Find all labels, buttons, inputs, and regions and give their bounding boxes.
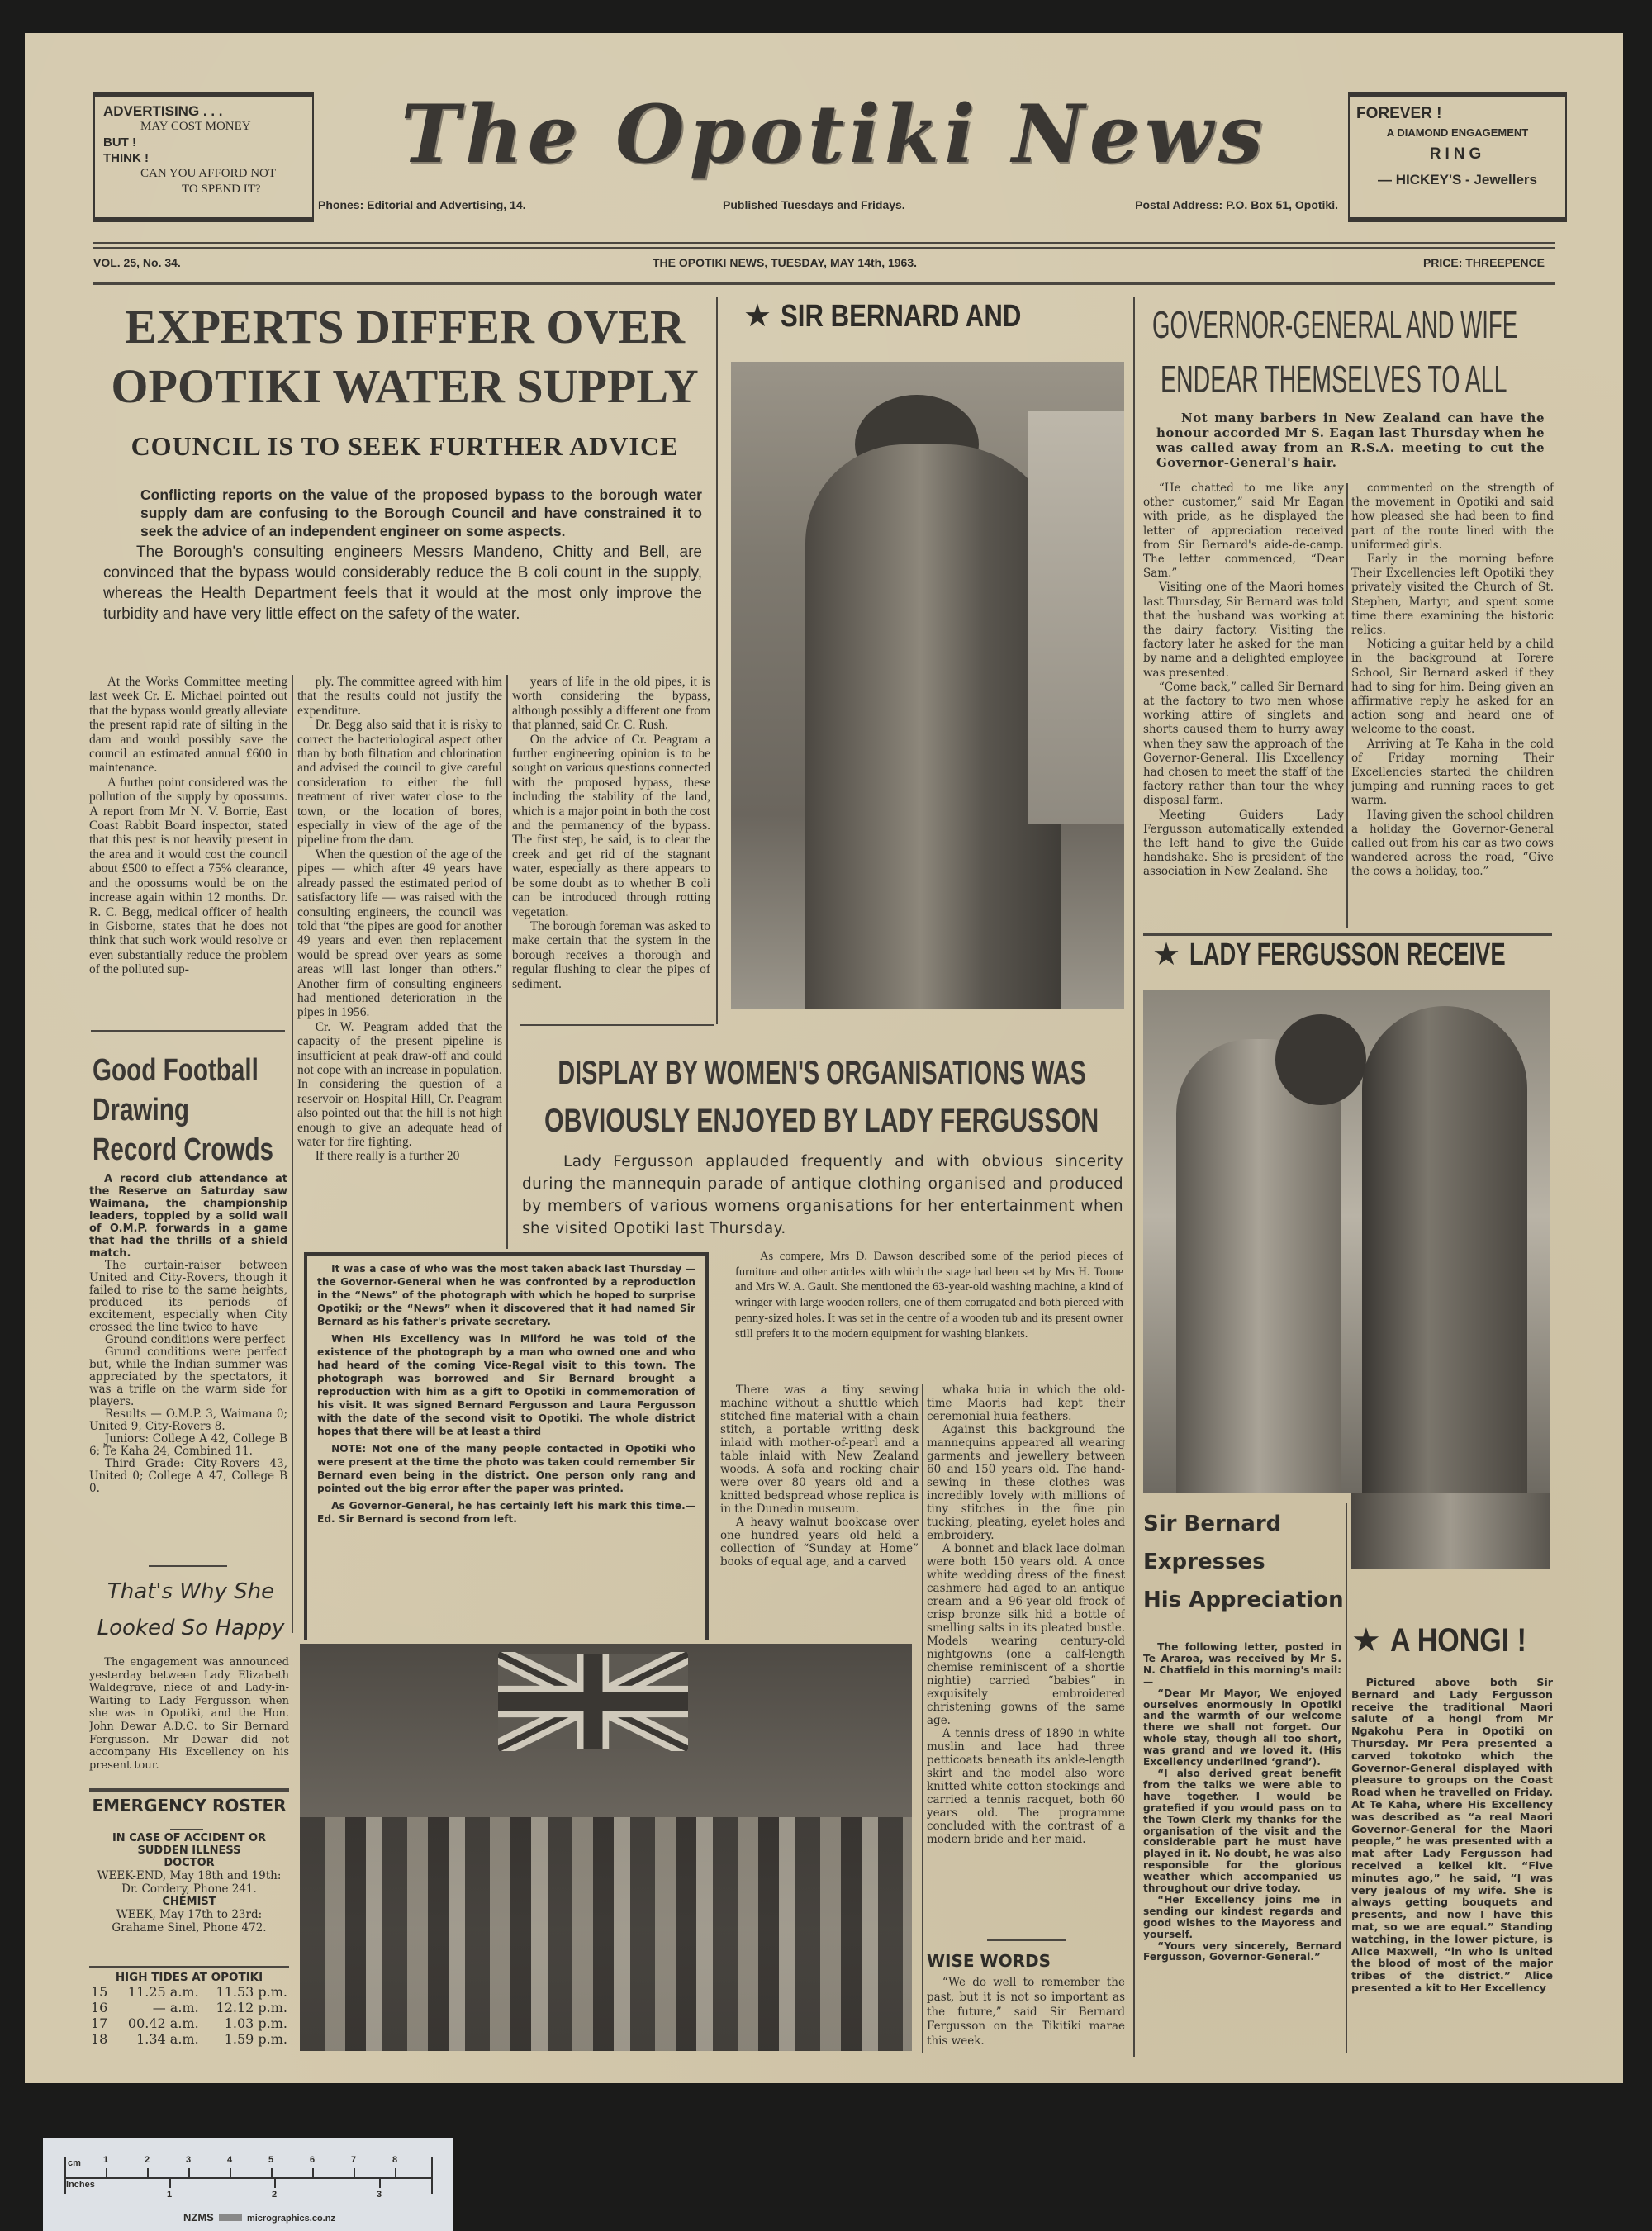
football-body (89, 1260, 287, 1495)
headline-line: GOVERNOR-GENERAL AND WIFE (1152, 303, 1518, 346)
photo-figure (1362, 1006, 1527, 1493)
tide-pm: 1.03 p.m. (224, 2015, 287, 2031)
paragraph: Noticing a guitar held by a child in the background at Torere School, Sir Bernard asked if they had to sing for him. Being given an affirmative reply he asked for an action song and heard one of welcome to the coast. (1351, 638, 1554, 737)
lady-fergusson-photo-headline (1152, 936, 1628, 973)
hongi-photo (1143, 990, 1550, 1493)
display-story-column-b (927, 1384, 1125, 1937)
paragraph: Ground conditions were perfect (104, 1333, 286, 1346)
hongi-caption (1351, 1677, 1553, 2057)
volume-number: VOL. 25, No. 34. (93, 256, 181, 269)
paragraph: “Come back,” called Sir Bernard at the factory to two men whose working attire of singlets and shorts caused them to hurry away when they saw the approach of the Governor-General. His Excellency had chosen to meet the staff of the factory rather than tour the whey disposal farm. (1143, 680, 1344, 808)
paragraph: The borough foreman was asked to make certain that the system in the borough receives a thorough and regular flushing to clear the pipes of sediment. (512, 919, 710, 991)
wise-words-heading: WISE WORDS (927, 1951, 1051, 1971)
union-jack-flag-icon (498, 1652, 688, 1751)
column-rule (1133, 297, 1135, 2057)
ad-line: THINK ! (103, 151, 149, 165)
heading-line: That's Why She (107, 1579, 275, 1604)
ad-line: — HICKEY'S - Jewellers (1377, 172, 1537, 187)
tide-row (88, 2000, 291, 2015)
star-icon: ★ (743, 297, 772, 334)
high-tides (88, 1971, 291, 2047)
section-rule (89, 1788, 289, 1792)
hongi-photo-lower (1351, 1493, 1550, 1569)
paragraph: ply. The committee agreed with him that the results could not justify the expenditure. (297, 675, 502, 718)
paragraph: Dr. Begg also said that it is risky to correct the bacteriological aspect other than by both filtration and chlorination and advised the council to give careful consideration to either the full treatment of river water close to the town, or the location of bores, especially in view of the age of the pipeline from the dam. (297, 718, 502, 847)
water-story-lead: The Borough's consulting engineers Messrs Mandeno, Chitty and Bell, are convinced that the bypass would considerably reduce the B coli count in the supply, whereas the Health Department feels that it would at the most only improve the turbidity and have very little effect on the safety of the water. (103, 544, 702, 623)
photo-crowd (300, 1817, 912, 2051)
paragraph: A further point considered was the pollution of the supply by opossums. A report from Mr N. V. Borrie, East Coast Rabbit Board inspector, stated that this pest is not heavily present in the area and it would cost the council about £500 to effect a 75% clearance, and the opossums would be on the increase again within 12 months. Dr. R. C. Begg, medical officer of health in Gisborne, states that he does not think that such work would resolve or even substantially reduce the problem of the polluted sup- (89, 775, 287, 977)
ruler-end (431, 2157, 433, 2194)
headline-text: SIR BERNARD AND (780, 299, 1022, 334)
tide-am: 11.25 a.m. (127, 1984, 199, 2000)
paragraph: Arriving at Te Kaha in the cold of Friday morning Their Excellencies started the children jumping and running races to get warm. (1351, 737, 1554, 808)
inch-tick (169, 2178, 171, 2188)
paragraph: The engagement was announced yesterday between Lady Elizabeth Waldegrave, niece of and Lady-in-Waiting to Lady Fergusson when she was in Opotiki, and the Hon. John Dewar A.D.C. to Sir Bernard Fergusson. Mr Dewar did not accompany His Excellency on his present tour. (89, 1656, 289, 1772)
tides-title: HIGH TIDES AT OPOTIKI (115, 1971, 263, 1984)
paragraph: Having given the school children a holiday the Governor-General called out from his car as two cows wandered across the road, “Give the cows a holiday, too.” (1351, 808, 1554, 879)
group-photo (300, 1644, 912, 2051)
story-end-rule (149, 1565, 227, 1567)
brand-name: NZMS (183, 2211, 214, 2224)
cm-tick-label: 1 (103, 2155, 109, 2165)
paragraph: At the Works Committee meeting last week Cr. E. Michael pointed out that the bypass would greatly alleviate the present rapid rate of silting in the dam and would possibly save the council an estimated annual £600 in maintenance. (89, 675, 287, 776)
paragraph: Cr. W. Peagram added that the capacity of the present pipeline is insufficient at peak draw-off and could not cope with an increase in population. In considering the question of a reservoir on Hospital Hill, Cr. Peagram also pointed out that the hill is not high enough to give an adequate head of water for fire fighting. (297, 1019, 502, 1149)
story-end-rule (987, 1939, 1066, 1941)
cm-tick-label: 8 (392, 2155, 398, 2165)
display-story-para1: As compere, Mrs D. Dawson described some of the period pieces of furniture and other articles with which the stage had been set by Mrs H. Toone and Mrs W. A. Gault. She mentioned the 63-year-old washing machine, a kind of wringer with large wooden rollers, one of them corrugated and both pierced with penny-sized holes. It was set in the centre of a wooden tub and its present owner still prefers it to the modern equipment for washing blankets. (735, 1250, 1123, 1341)
headline-line: OBVIOUSLY ENJOYED BY LADY FERGUSSON (544, 1103, 1099, 1139)
ad-line: TO SPEND IT? (182, 183, 261, 196)
cm-tick-label: 3 (186, 2155, 192, 2165)
ruler-line (64, 2177, 432, 2179)
cm-tick (354, 2168, 355, 2178)
wise-words-text (927, 1976, 1125, 2052)
star-icon: ★ (1152, 936, 1181, 972)
roster-title: EMERGENCY ROSTER (92, 1796, 287, 1816)
column-rule (716, 297, 718, 1024)
water-story-column-3 (512, 675, 710, 1026)
paragraph: Third Grade: City-Rovers 43, United 0; College A 47, College B 0. (89, 1457, 287, 1495)
heading-line: Looked So Happy (97, 1616, 285, 1640)
cm-tick-label: 5 (268, 2155, 274, 2165)
advertising-ad-box (93, 92, 314, 222)
sir-bernard-photo-headline (743, 297, 1074, 335)
water-story-intro-block (103, 486, 702, 624)
paragraph: Results — O.M.P. 3, Waimana 0; United 9, City-Rovers 8. (89, 1407, 287, 1433)
heading-line: Sir Bernard (1143, 1512, 1282, 1536)
cm-tick-label: 4 (227, 2155, 233, 2165)
boxed-editor-note (304, 1252, 709, 1640)
postal-address-line: Postal Address: P.O. Box 51, Opotiki. (1135, 198, 1338, 211)
inch-tick (379, 2178, 381, 2188)
paragraph: If there really is a further 20 (315, 1149, 460, 1164)
paragraph: On the advice of Cr. Peagram a further engineering opinion is to be sought on various questions connected with the proposed bypass, these including the stability of the land, which is a major point in both the cost and the permanency of the bypass. The first step, he said, is to clear the creek and get rid of the stagnant water, especially as there appears to be some doubt as to whether B coli can be introduced through rotting vegetation. (512, 732, 710, 919)
paragraph: A bonnet and black lace dolman were both 150 years old. A once white wedding dress of the finest cashmere had aged to an antique cream and a 96-year-old frock of crisp bronze silk hid a bottle of smelling salts in its pleated bustle. Models wearing century-old nightgowns (one a calf-length chemise reminiscent of a shortie nightie) carried “babies” in exquisitely embroidered christening gowns of the same age. (927, 1542, 1125, 1727)
tide-am: 00.42 a.m. (127, 2015, 199, 2031)
water-story-intro: Conflicting reports on the value of the proposed bypass to the borough water supply dam are confusing to the Borough Council and have constrained it to seek the advice of an independent engineer on some aspects. (140, 487, 702, 539)
emergency-roster (88, 1792, 291, 1934)
ad-line: CAN YOU AFFORD NOT (140, 167, 277, 180)
football-story (89, 1173, 287, 1553)
paragraph: The following letter, posted in Te Araroa, was received by Mr S. N. Chatfield in this morning's mail:— (1143, 1642, 1341, 1687)
paragraph: years of life in the old pipes, it is worth considering the bypass, although possibly a different one from that planned, said Cr. C. Rush. (512, 675, 710, 733)
heading-line: Good Football (93, 1053, 259, 1088)
brand-site: micrographics.co.nz (246, 2214, 335, 2224)
tide-day: 18 (91, 2031, 108, 2047)
price: PRICE: THREEPENCE (1422, 256, 1545, 269)
paragraph: A tennis dress of 1890 in white muslin and lace had three petticoats beneath its ankle-length skirt and the model also wore knitted white cotton stockings and carried a tennis racquet, both 60 years old. The programme concluded with the contrast of a modern bride and her maid. (927, 1727, 1125, 1846)
tide-pm: 1.59 p.m. (224, 2031, 287, 2047)
newspaper-title: The Opotiki News (401, 88, 1268, 181)
roster-rule (170, 1829, 203, 1830)
happy-body (89, 1656, 289, 1788)
paragraph: A heavy walnut bookcase over one hundred years old held a collection of “Sunday at Home” books of equal age, and a carved (720, 1516, 919, 1569)
gg-story-headline (1152, 297, 1549, 406)
ad-line: A DIAMOND ENGAGEMENT (1386, 126, 1529, 139)
doctor-dates: WEEK-END, May 18th and 19th: (97, 1869, 282, 1882)
paragraph: It was a case of who was the most taken aback last Thursday — the Governor-General when he was confronted by a reproduction in the “News” of the photograph with which he hoped to surprise Opotiki; or the “News” when it discovered that it had named Sir Bernard as his father's private secretary. (317, 1263, 695, 1327)
inch-tick-label: 3 (377, 2190, 382, 2200)
paragraph: “We do well to remember the past, but it is not so important as the future,” said Sir Bernard Fergusson on the Tikitiki marae this week. (927, 1976, 1125, 2048)
paragraph: When the question of the age of the pipes — which after 49 years have already passed the estimated period of satisfactory life — was raised with the consulting engineers, the council was told that “the pipes are good for another 49 years and even then replacement would be spread over years as some areas will last longer than others.” Another firm of consulting engineers had mentioned deterioration in the pipes in 1956. (297, 847, 502, 1020)
tide-row (88, 2015, 291, 2031)
gg-story-column-1 (1143, 482, 1344, 928)
paragraph: NOTE: Not one of the many people contacted in Opotiki who were present at the time the photo was taken could remember Sir Bernard even being in the district. One person only rang and pointed out the big error after the paper was printed. (317, 1443, 695, 1494)
tides-table (88, 1984, 291, 2047)
published-line: Published Tuesdays and Fridays. (723, 198, 905, 211)
paragraph: Pictured above both Sir Bernard and Lady Fergusson receive the traditional Maori salute of a hongi from Mr Ngakohu Pera in Opotiki on Thursday. Mr Pera presented a carved tokotoko which the Governor-General displayed with pleasure to groups on the Coast Road when he travelled on Friday. At Te Kaha, where His Excellency was described as “a real Maori Governor-General for the Maori people,” he was presented with a mat after Lady Fergusson had received a keikei kit. “Five minutes ago,” he said, “I was very jealous of my wife. She is always getting bouquets and presents, and now I have this mat, so we are equal.” Standing watching, in the lower picture, is Alice Maxwell, “in who is united the blood of most of the major tribes of the district.” Alice presented a kit to Her Excellency (1351, 1677, 1553, 1994)
headline-line: DISPLAY BY WOMEN'S ORGANISATIONS WAS (558, 1055, 1086, 1091)
inch-tick-label: 1 (167, 2190, 173, 2200)
column-rule (1346, 1503, 1347, 2053)
page-rule (93, 282, 1555, 285)
section-rule (89, 1966, 289, 1968)
paragraph: whaka huia in which the old-time Maoris had kept their ceremonial huia feathers. (927, 1384, 1125, 1423)
jeweller-ad-box (1348, 92, 1567, 222)
chemist-label: CHEMIST (162, 1896, 216, 1908)
hongi-heading (1351, 1621, 1550, 1660)
water-story-column-1 (89, 675, 287, 1026)
display-story-column-a (720, 1384, 919, 1631)
football-heading (93, 1051, 325, 1170)
football-intro: A record club attendance at the Reserve on Saturday saw Waimana, the championship leaders, toppled by a solid wall of O.M.P. forwards in a game that had the thrills of a shield match. (89, 1173, 287, 1260)
masthead-rule (93, 247, 1555, 249)
paragraph: Meeting Guiders Lady Fergusson automatically extended the left hand to give the Guide handshake. She is president of the association in New Zealand. She (1143, 808, 1344, 879)
ad-line: ADVERTISING . . . (103, 103, 223, 119)
water-story-column-2 (297, 675, 502, 1249)
headline-line: OPOTIKI WATER SUPPLY (111, 359, 699, 413)
paragraph: Visiting one of the Maori homes last Thursday, Sir Bernard was told that the husband was working at the dairy factory. Visiting the factory later he asked for the man by name and a delighted employee was presented. (1143, 581, 1344, 680)
ad-line: MAY COST MONEY (140, 120, 251, 133)
scale-ruler (43, 2138, 453, 2231)
appreciation-heading (1143, 1505, 1344, 1619)
headline-line: ENDEAR THEMSELVES TO ALL (1161, 358, 1507, 401)
cm-tick-label: 6 (310, 2155, 316, 2165)
photo-figure (1275, 1014, 1366, 1105)
paragraph: “He chatted to me like any other customer,” said Mr Eagan with pride, as he displayed the letter of appreciation received from Sir Bernard's aide-de-camp. The letter commenced, “Dear Sam.” (1143, 482, 1344, 581)
heading-line: Drawing (93, 1093, 189, 1127)
inch-tick-label: 2 (272, 2190, 278, 2200)
water-story-subhead: COUNCIL IS TO SEEK FURTHER ADVICE (131, 431, 679, 461)
paragraph: “I also derived great benefit from the talks we were able to have together. I would be gratefied if you would pass on to the Town Clerk my thanks for the organisation of the visit and the considerable part he must have played in it. No doubt, he was also responsible for the glorious weather which accompanied us throughout our drive today. (1143, 1767, 1341, 1895)
cm-tick (188, 2168, 190, 2178)
cm-tick (271, 2168, 273, 2178)
cm-tick (312, 2168, 314, 2178)
photo-figure (1176, 1039, 1341, 1493)
paragraph: “Yours very sincerely, Bernard Fergusson, Governor-General.” (1143, 1939, 1341, 1963)
headline-text: LADY FERGUSSON RECEIVE (1189, 937, 1506, 972)
cm-tick (147, 2168, 149, 2178)
note-text (317, 1262, 695, 1526)
ruler-end (64, 2157, 66, 2194)
heading-line: Expresses (1143, 1550, 1265, 1574)
chemist-dates: WEEK, May 17th to 23rd: (116, 1908, 263, 1921)
water-story-headline (95, 297, 714, 416)
paragraph: “Her Excellency joins me in sending our kindest regards and good wishes to the Mayoress and yourself. (1143, 1893, 1341, 1940)
tide-day: 16 (91, 2000, 108, 2015)
tide-day: 17 (91, 2015, 108, 2031)
ad-line: FOREVER ! (1356, 105, 1442, 122)
heading-line: His Appreciation (1143, 1588, 1344, 1612)
roster-subtitle: SUDDEN ILLNESS (137, 1844, 241, 1857)
column-rule (506, 675, 508, 1249)
appreciation-letter (1143, 1642, 1341, 2055)
display-story-intro: Lady Fergusson applauded frequently and with obvious sincerity during the mannequin parade of antique clothing organised and produced by members of various womens organisations for her entertainment when she visited Opotiki last Thursday. (522, 1153, 1123, 1237)
ad-line: BUT ! (103, 135, 136, 150)
tide-row (88, 2031, 291, 2047)
cm-tick (230, 2168, 231, 2178)
paragraph: commented on the strength of the movement in Opotiki and said how pleased she had been to find part of the route lined with the uniformed girls. (1351, 482, 1554, 552)
paragraph: Grund conditions were perfect but, while the Indian summer was appreciated by the spectators, it was a trifle on the warm side for players. (89, 1346, 287, 1408)
paragraph: The curtain-raiser between United and City-Rovers, though it failed to rise to the same heights, produced its periods of excitement, especially when City crossed the line twice to have (89, 1259, 287, 1334)
photo-figure (1028, 411, 1124, 824)
tide-day: 15 (91, 1984, 108, 2000)
column-rule (922, 1384, 923, 2053)
cm-tick-label: 2 (145, 2155, 150, 2165)
gg-story-intro: Not many barbers in New Zealand can have the honour accorded Mr S. Eagan last Thursday when he was called away from an R.S.A. meeting to cut the Governor-General's hair. (1156, 411, 1545, 470)
story-end-rule (520, 1024, 714, 1026)
cm-tick-label: 7 (351, 2155, 357, 2165)
cm-tick (395, 2168, 396, 2178)
paragraph: There was a tiny sewing machine without a shuttle which stitched fine material with a chain stitch, a portable writing desk inlaid with mother-of-pearl and a table inlaid with New Zealand woods. A sofa and rocking chair were over 80 years old and a knitted bedspread whose replica is in the Dunedin museum. (720, 1384, 919, 1516)
inches-label: Inches (66, 2180, 95, 2190)
heading-line: Record Crowds (93, 1132, 274, 1167)
doctor-contact: Dr. Cordery, Phone 241. (121, 1882, 257, 1896)
ad-line: RING (1429, 145, 1486, 163)
tide-am: 1.34 a.m. (136, 2031, 199, 2047)
masthead-rule (93, 242, 1555, 244)
happy-heading (93, 1574, 289, 1646)
dateline: THE OPOTIKI NEWS, TUESDAY, MAY 14th, 1963. (653, 256, 918, 269)
cm-label: cm (68, 2158, 81, 2168)
column-rule (1346, 483, 1348, 928)
roster-subtitle: IN CASE OF ACCIDENT OR (112, 1832, 267, 1844)
phones-line: Phones: Editorial and Advertising, 14. (318, 198, 526, 211)
inch-tick (274, 2178, 276, 2188)
doctor-label: DOCTOR (164, 1857, 215, 1869)
tide-row (88, 1984, 291, 2000)
paragraph: “Dear Mr Mayor, We enjoyed ourselves enormously in Opotiki and the warmth of our welcome there we shall not forget. Our whole stay, though all too short, was grand and we loved it. (His Excellency underlined ‘grand’). (1143, 1687, 1341, 1768)
paragraph: Juniors: College A 42, College B 6; Te Kaha 24, Combined 11. (89, 1432, 287, 1458)
tide-am: — a.m. (152, 2000, 199, 2015)
story-end-rule (91, 1030, 285, 1032)
chemist-contact: Grahame Sinel, Phone 472. (112, 1921, 267, 1934)
star-icon: ★ (1351, 1621, 1381, 1659)
headline-line: EXPERTS DIFFER OVER (125, 300, 685, 354)
display-story-headline (520, 1049, 1123, 1145)
paragraph: Early in the morning before Their Excellencies left Opotiki they privately visited the Church of St. Stephen, Martyr, and spent some time there examining the historic relics. (1351, 553, 1554, 638)
cm-tick (106, 2168, 107, 2178)
tide-pm: 11.53 p.m. (216, 1984, 287, 2000)
gg-story-column-2 (1351, 482, 1554, 928)
heading-text: A HONGI ! (1389, 1622, 1526, 1659)
photo-figure (805, 444, 1061, 1009)
sir-bernard-photo (731, 362, 1124, 1009)
tide-pm: 12.12 p.m. (216, 2000, 287, 2015)
paragraph: When His Excellency was in Milford he was told of the existence of the photograph by a man who owned one and who had heard of the coming Vice-Regal visit to this town. The photograph was borrowed and Sir Bernard brought a reproduction with him as a gift to Opotiki in commemoration of his visit. It was signed Bernard Fergusson and Laura Fergusson with the date of the second visit to Opotiki. The whole district hopes that there will be at least a third (317, 1333, 695, 1437)
paragraph: As Governor-General, he has certainly left his mark this time.—Ed. Sir Bernard is second from left. (317, 1500, 695, 1525)
paragraph: Against this background the mannequins appeared all wearing garments and jewellery between 60 and 150 years old. The hand-sewing in these clothes was incredibly lovely with millions of tiny stitches in the fine pin tucking, pleating, eyelet holes and embroidery. (927, 1423, 1125, 1542)
